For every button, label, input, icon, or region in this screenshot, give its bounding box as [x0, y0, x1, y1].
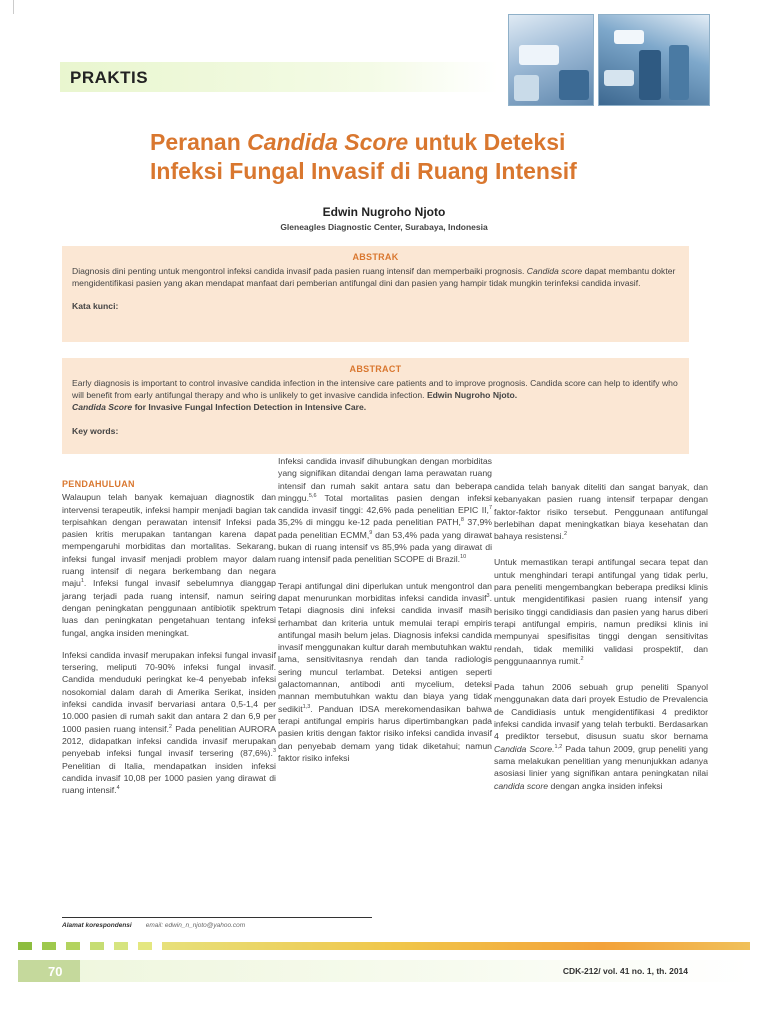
- title-line2: Infeksi Fungal Invasif di Ruang Intensif: [150, 158, 577, 184]
- title-italic: Candida Score: [247, 129, 409, 155]
- abstract-box: [62, 358, 689, 454]
- decorative-color-bar: [18, 942, 750, 950]
- paragraph: Untuk memastikan terapi antifungal secara tepat dan untuk menghindari terapi antifungal yang tidak perlu, para peneliti mengembangkan beberapa prediksi klinis untuk mengidentifikasi pasien ruang intensif yang berisiko tinggi candidiasis dan pasien yang harus diberi terapi antifungal empiris, namun prediksi klinis ini mempunyai spesifisitas tinggi dengan sensitivitas rendah, tidak memiliki validasi prospektif, dan penggunaannya rumit.$^2$: [494, 557, 708, 666]
- abstract-text: Early diagnosis is important to control invasive candida infection in the intensive care patients and to improve prognosis. Candida score can help to identify who will benefit from early antifungal therapy and who is unlikely to get invasive candida infection. Edwin Nugroho Njoto. Candida Score for Invasive Fungal Infection Detection in Intensive Care.: [72, 378, 678, 413]
- hospital-photo-1-icon: [508, 14, 594, 106]
- kata-kunci-label: Kata kunci:: [72, 301, 119, 312]
- correspondence-note: Alamat korespondensi email: edwin_n_njoto@yahoo.com: [62, 922, 246, 929]
- paragraph: Infeksi candida invasif merupakan infeksi fungal invasif tersering, meliputi 70-90% infeksi fungal invasif. Candida menduduki peringkat ke-4 penyebab infeksi nosokomial dalam darah di Amerika Serikat, insiden infeksi candida invasif bervariasi antara 0,5-1,4 per 10.000 pasien di rumah sakit dan antara 2 dan 6,9 per 1000 pasien ruang intensif.$^2$ Pada penelitian AURORA 2012, didapatkan infeksi candida invasif merupakan penyebab infeksi fungal invasif tersering (87,6%).$^3$ Penelitian di Italia, mendapatkan insiden infeksi candida invasif 10,08 per 1000 pasien yang dirawat di ruang intensif.$^4$: [62, 649, 276, 796]
- paragraph: Infeksi candida invasif dihubungkan dengan morbiditas yang signifikan ditandai dengan lama perawatan ruang intensif dan rumah sakit antara satu dan beberapa minggu.$^{5,6}$ Total mortalitas pasien dengan infeksi candida invasif tinggi: 42,6% pada penelitian EPIC II,$^7$ 35,2% di minggu ke-12 pada penelitian PATH,$^8$ 37,9% pada penelitian ECMM,$^9$ dan 53,4% pada yang dirawat bukan di ruang intensif vs 85,9% pada yang dirawat di ruang intensif pada penelitian SCOPE di Brazil.$^{10}$: [278, 456, 492, 565]
- paragraph: Walaupun telah banyak kemajuan diagnostik dan intervensi terapeutik, infeksi hampir menjadi bagian tak terpisahkan dengan perawatan intensif Infeksi pada pasien kritis merupakan tantangan karena dapat mempengaruhi morbiditas dan mortalitas. Sekarang, infeksi fungal invasif menjadi problem mayor dalam ruang intensif di negara berkembang dan negara maju$^1$. Infeksi fungal invasif sebelumnya dianggap jarang terjadi pada ruang intensif, namun seiring dengan peningkatan penggunaan antibiotik spektrum luas dan peningkatan pengetahuan tentang infeksi fungal, angka insiden meningkat.: [62, 492, 276, 638]
- correspondence-email[interactable]: email: edwin_n_njoto@yahoo.com: [145, 922, 246, 929]
- key-words-label: Key words:: [72, 425, 119, 436]
- crop-mark: [0, 0, 14, 14]
- paragraph: Pada tahun 2006 sebuah grup peneliti Spanyol menggunakan data dari proyek Estudio de Prevalencia de Candidiasis untuk mengidentifikasi 4 prediktor infeksi candida invasif yang telah terbukti. Berdasarkan 4 prediktor tersebut, disusun suatu skor bernama Candida Score.$^{1,2}$ Pada tahun 2009, grup peneliti yang sama melakukan penelitian yang menunjukkan adanya asosiasi linier yang signifikan antara peningkatan nilai candida score dengan angka insiden infeksi: [494, 682, 708, 791]
- section-heading-pendahuluan: PENDAHULUAN: [62, 479, 135, 489]
- paragraph: Terapi antifungal dini diperlukan untuk mengontrol dan dapat menurunkan morbiditas infeksi candida invasif$^3$. Tetapi diagnosis dini infeksi candida invasif masih terhambat dan kriteria untuk memulai terapi empiris antifungal masih belum jelas. Diagnosis infeksi candida invasif menggunakan kultur darah membutuhkan waktu lama, sensitivitasnya rendah dan tanda radiologis sering muncul terlambat. Deteksi antigen seperti galactomannan, antibodi anti mycelium, deteksi mannan membutuhkan waktu dan biaya yang tidak sedikit$^{1,3}$. Panduan IDSA merekomendasikan bahwa terapi antifungal empiris harus dipertimbangkan pada pasien kritis dengan faktor risiko infeksi candida invasif dan penyebab demam yang tidak diketahui; namun faktor risiko infeksi: [278, 580, 492, 763]
- column-1: [62, 478, 276, 806]
- title-part: untuk Deteksi: [408, 129, 566, 155]
- top-edge: [0, 0, 768, 14]
- journal-citation: CDK-212/ vol. 41 no. 1, th. 2014: [562, 966, 688, 976]
- title-part: Peranan: [150, 129, 248, 155]
- abstract-heading: ABSTRACT: [349, 364, 402, 374]
- author-name: Edwin Nugroho Njoto: [322, 205, 446, 219]
- footnote-rule: [62, 917, 372, 918]
- abstrak-heading: ABSTRAK: [352, 252, 399, 262]
- page-number: 70: [48, 964, 63, 979]
- hospital-photo-2-icon: [598, 14, 710, 106]
- author-affiliation: Gleneagles Diagnostic Center, Surabaya, Indonesia: [280, 222, 488, 232]
- abstrak-text: Diagnosis dini penting untuk mengontrol infeksi candida invasif pada pasien ruang intensif dan memperbaiki prognosis. Candida score dapat membantu dokter mengidentifikasi pasien yang akan mendapat manfaat dari pemberian antifungal dini dan pasien yang hampir tidak mungkin terinfeksi candida invasif.: [72, 266, 676, 289]
- column-3: [494, 481, 708, 802]
- article-title: [150, 128, 690, 186]
- abstrak-box: [62, 246, 689, 342]
- paragraph: candida telah banyak diteliti dan sangat banyak, dan kebanyakan pasien ruang intensif terpapar dengan faktor-faktor risiko tersebut. Penggunaan antifungal berlebihan dapat meningkatkan biaya kesehatan dan bahaya resistensi.$^2$: [494, 482, 708, 542]
- column-2: [278, 455, 492, 774]
- section-label: PRAKTIS: [70, 68, 149, 87]
